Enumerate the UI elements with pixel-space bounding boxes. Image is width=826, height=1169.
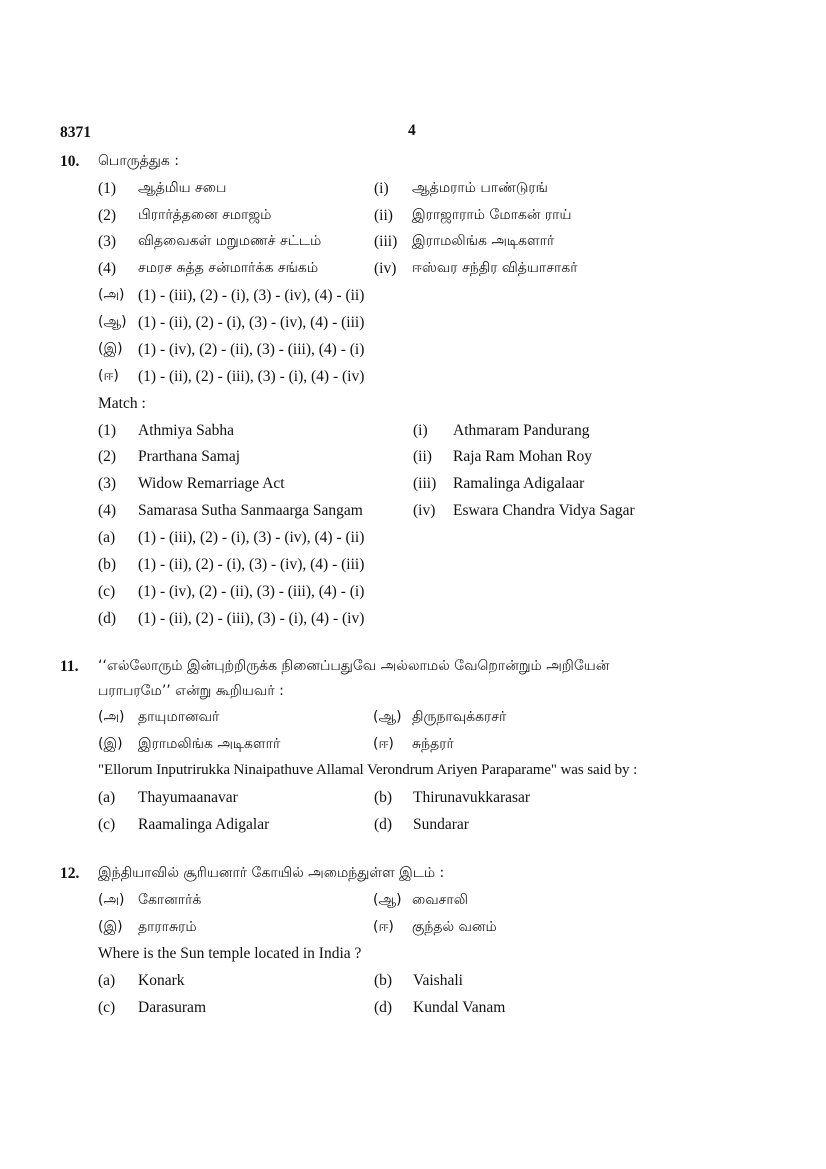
pair-right: Eswara Chandra Vidya Sagar	[453, 502, 635, 519]
pair-number: (1)	[98, 422, 117, 439]
option-label: (ஈ)	[98, 368, 119, 384]
option-label: (அ)	[98, 709, 125, 725]
option-text: Kundal Vanam	[413, 999, 506, 1016]
pair-number: (3)	[98, 475, 117, 492]
option-label: (இ)	[98, 736, 123, 752]
option-text: (1) - (iv), (2) - (ii), (3) - (iii), (4) - (i)	[138, 341, 365, 358]
option-text: திருநாவுக்கரசர்	[412, 709, 507, 725]
option-text: (1) - (ii), (2) - (iii), (3) - (i), (4) - (iv)	[138, 610, 365, 627]
option-label: (இ)	[98, 341, 123, 357]
q12-english-stem: Where is the Sun temple located in India ?	[98, 945, 362, 962]
pair-roman: (i)	[413, 422, 428, 439]
pair-left: சமரச சுத்த சன்மார்க்க சங்கம்	[138, 260, 319, 276]
option-label: (a)	[98, 972, 116, 989]
pair-left: Prarthana Samaj	[138, 448, 241, 465]
option-text: குந்தல் வனம்	[412, 919, 497, 935]
pair-roman: (i)	[374, 180, 389, 197]
pair-roman: (ii)	[374, 207, 393, 224]
pair-number: (3)	[98, 233, 117, 250]
pair-right: இராஜாராம் மோகன் ராய்	[412, 207, 572, 223]
option-text: Vaishali	[413, 972, 463, 989]
pair-left: Widow Remarriage Act	[138, 475, 285, 492]
option-label: (c)	[98, 999, 116, 1016]
q11-number: 11.	[60, 658, 79, 675]
option-label: (ஆ)	[373, 709, 402, 725]
q10-tamil-stem: பொருத்துக :	[98, 153, 179, 169]
pair-roman: (iii)	[374, 233, 398, 250]
pair-roman: (iv)	[374, 260, 397, 277]
q10-number: 10.	[60, 153, 80, 170]
option-text: Darasuram	[138, 999, 206, 1016]
pair-roman: (ii)	[413, 448, 432, 465]
option-text: Thirunavukkarasar	[413, 789, 531, 806]
option-label: (c)	[98, 583, 116, 600]
option-label: (a)	[98, 529, 116, 546]
pair-right: ஆத்மராம் பாண்டுரங்	[412, 180, 548, 196]
pair-right: இராமலிங்க அடிகளார்	[412, 233, 555, 249]
option-label: (a)	[98, 789, 116, 806]
page-number: 4	[408, 122, 416, 139]
pair-right: Ramalinga Adigalaar	[453, 475, 585, 492]
option-label: (இ)	[98, 919, 123, 935]
pair-roman: (iv)	[413, 502, 436, 519]
pair-left: விதவைகள் மறுமணச் சட்டம்	[138, 233, 322, 249]
option-text: (1) - (iii), (2) - (i), (3) - (iv), (4) - (ii)	[138, 287, 365, 304]
pair-number: (2)	[98, 448, 117, 465]
q12-number: 12.	[60, 865, 80, 882]
option-label: (d)	[374, 999, 393, 1016]
q11-english-stem: "Ellorum Inputrirukka Ninaipathuve Allamal Verondrum Ariyen Paraparame" was said by :	[98, 762, 638, 778]
option-text: (1) - (ii), (2) - (i), (3) - (iv), (4) - (iii)	[138, 556, 365, 573]
pair-right: Athmaram Pandurang	[453, 422, 590, 439]
option-text: இராமலிங்க அடிகளார்	[138, 736, 281, 752]
option-text: (1) - (iv), (2) - (ii), (3) - (iii), (4) - (i)	[138, 583, 365, 600]
option-label: (b)	[374, 789, 393, 806]
pair-left: Samarasa Sutha Sanmaarga Sangam	[138, 502, 363, 519]
option-text: Raamalinga Adigalar	[138, 816, 270, 833]
pair-number: (2)	[98, 207, 117, 224]
pair-left: Athmiya Sabha	[138, 422, 234, 439]
pair-number: (4)	[98, 502, 117, 519]
option-label: (ஆ)	[98, 314, 127, 330]
option-label: (b)	[374, 972, 393, 989]
option-text: சுந்தரர்	[412, 736, 454, 752]
pair-number: (4)	[98, 260, 117, 277]
pair-left: பிரார்த்தனை சமாஜம்	[138, 207, 272, 223]
option-text: (1) - (iii), (2) - (i), (3) - (iv), (4) - (ii)	[138, 529, 365, 546]
option-text: கோனார்க்	[138, 892, 202, 908]
option-text: Konark	[138, 972, 185, 989]
option-label: (அ)	[98, 892, 125, 908]
option-label: (c)	[98, 816, 116, 833]
option-label: (ஆ)	[373, 892, 402, 908]
pair-number: (1)	[98, 180, 117, 197]
option-label: (d)	[98, 610, 117, 627]
option-label: (ஈ)	[373, 919, 394, 935]
pair-left: ஆத்மிய சபை	[138, 180, 227, 196]
option-label: (d)	[374, 816, 393, 833]
q11-tamil-stem-line2: பராபரமே’’ என்று கூறியவர் :	[98, 683, 284, 699]
option-text: (1) - (ii), (2) - (iii), (3) - (i), (4) - (iv)	[138, 368, 365, 385]
q11-tamil-stem-line1: ‘‘எல்லோரும் இன்புற்றிருக்க நினைப்பதுவே அல்லாமல் வேறொன்றும் அறியேன்	[98, 658, 610, 674]
option-text: Sundarar	[413, 816, 469, 833]
q12-tamil-stem: இந்தியாவில் சூரியனார் கோயில் அமைந்துள்ள இடம் :	[98, 865, 445, 881]
option-label: (அ)	[98, 287, 125, 303]
pair-right: ஈஸ்வர சந்திர வித்யாசாகர்	[412, 260, 578, 276]
option-text: (1) - (ii), (2) - (i), (3) - (iv), (4) - (iii)	[138, 314, 365, 331]
option-text: தாராசுரம்	[138, 919, 197, 935]
option-label: (ஈ)	[373, 736, 394, 752]
option-text: Thayumaanavar	[138, 789, 238, 806]
q10-english-stem: Match :	[98, 395, 146, 412]
option-label: (b)	[98, 556, 117, 573]
option-text: வைசாலி	[412, 892, 468, 908]
pair-right: Raja Ram Mohan Roy	[453, 448, 593, 465]
pair-roman: (iii)	[413, 475, 437, 492]
option-text: தாயுமானவர்	[138, 709, 220, 725]
paper-code: 8371	[60, 124, 91, 141]
